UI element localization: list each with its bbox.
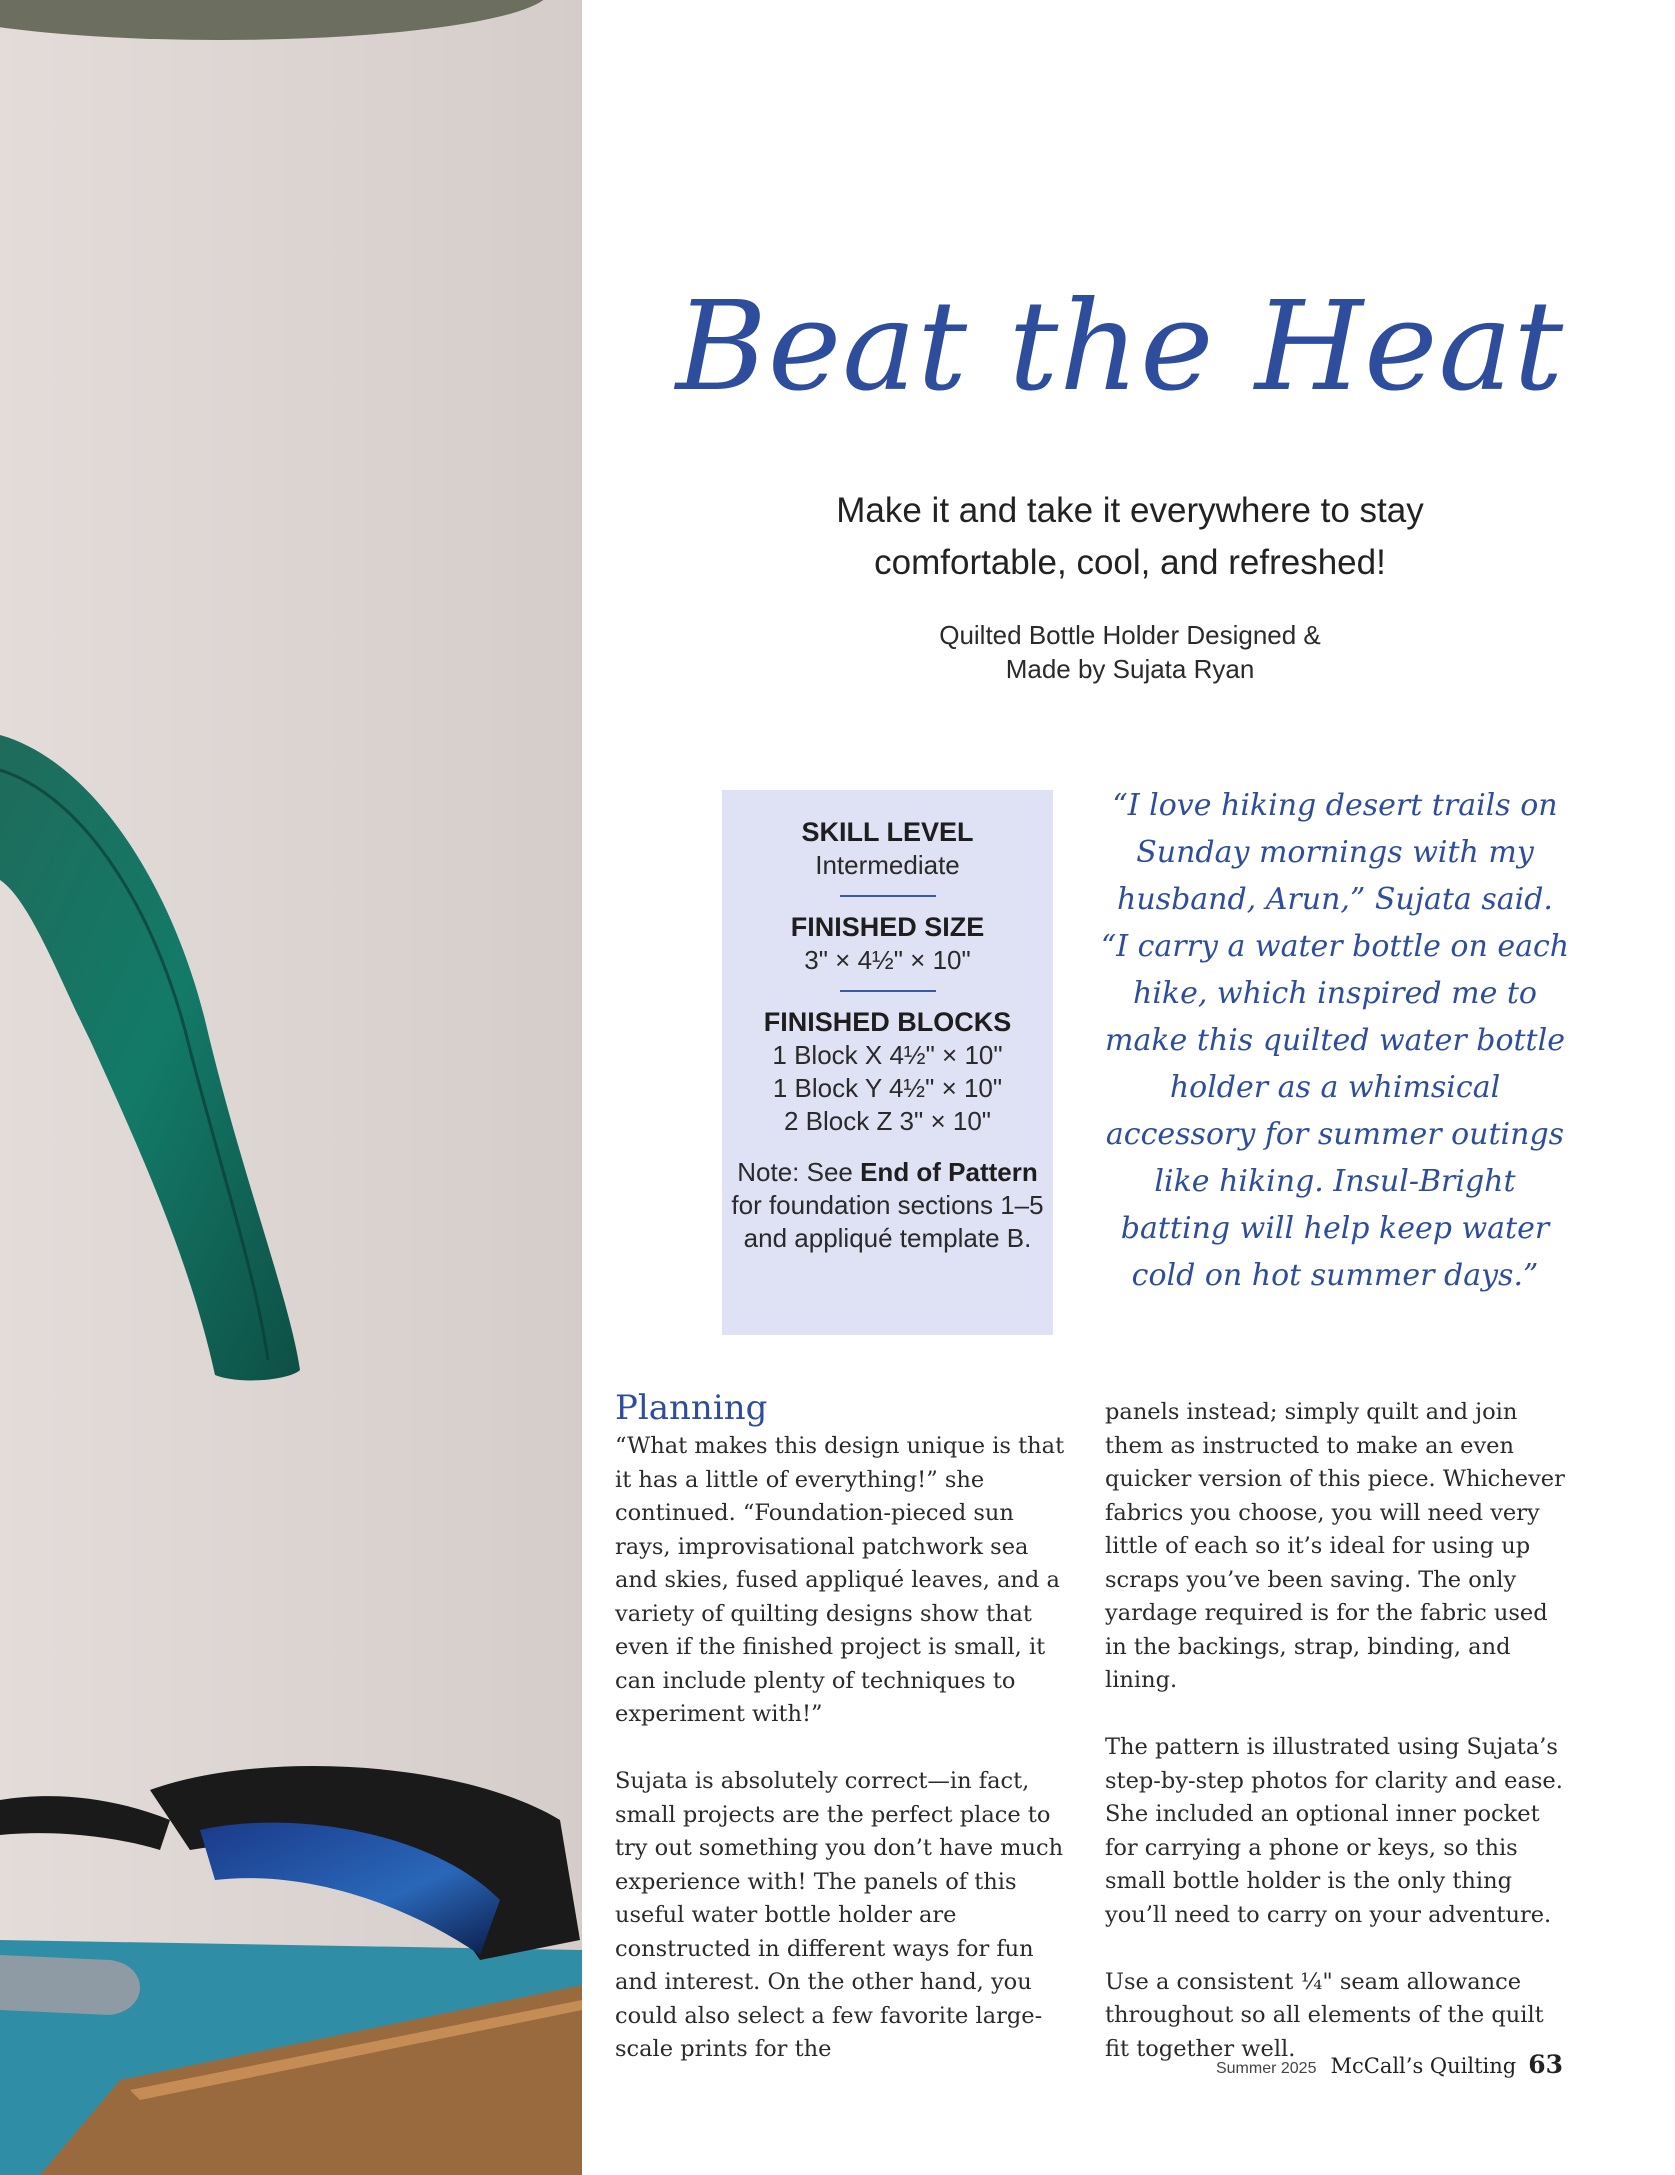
phone xyxy=(0,1955,140,2015)
article-title: Beat the Heat xyxy=(675,275,1565,419)
body-paragraph: panels instead; simply quilt and join them as instructed to make an even quicker version of this piece. Whichever fabrics you choose, you will need very little of each so it’s ideal for using up scraps you’ve been saving. The only yardage required is for the fabric used in the backings, strap, binding, and lining. xyxy=(1105,1399,1565,1693)
pattern-note xyxy=(722,1156,1053,1255)
skill-level-heading: SKILL LEVEL xyxy=(801,817,974,847)
divider xyxy=(840,990,936,992)
block-x: 1 Block X 4½" × 10" xyxy=(772,1040,1003,1070)
designer-byline xyxy=(830,618,1430,686)
note-suffix: for foundation sections 1–5 and appliqué template B. xyxy=(731,1190,1044,1253)
body-paragraph: “What makes this design unique is that it has a little of everything!” she continued. “Foundation-pieced sun rays, improvisational patchwork sea and skies, fused appliqué leaves, and a variety of quilting designs show that even if the finished project is small, it can include plenty of techniques to experiment with!” xyxy=(615,1433,1065,1727)
magazine-name: McCall’s Quilting xyxy=(1330,2054,1517,2078)
body-column-1 xyxy=(615,1388,1075,2067)
hero-photo xyxy=(0,0,582,2175)
byline-line-1: Quilted Bottle Holder Designed & xyxy=(939,620,1321,650)
finished-size-value: 3" × 4½" × 10" xyxy=(804,945,971,975)
subtitle-line-1: Make it and take it everywhere to stay xyxy=(836,491,1424,530)
divider xyxy=(840,895,936,897)
article-subtitle xyxy=(740,485,1520,589)
body-paragraph: Use a consistent ¼" seam allowance throughout so all elements of the quilt fit together well. xyxy=(1105,1968,1544,2062)
body-paragraph: Sujata is absolutely correct—in fact, small projects are the perfect place to try out something you don’t have much experience with! The panels of this useful water bottle holder are constructed in different ways for fun and interest. On the other hand, you could also select a few favorite large-scale prints for the xyxy=(615,1768,1064,2062)
finished-size-heading: FINISHED SIZE xyxy=(790,912,985,942)
skill-level-value: Intermediate xyxy=(815,850,960,880)
block-y: 1 Block Y 4½" × 10" xyxy=(772,1073,1003,1103)
green-strap xyxy=(0,735,300,1380)
finished-blocks-heading: FINISHED BLOCKS xyxy=(763,1007,1012,1037)
body-paragraph: The pattern is illustrated using Sujata’s step-by-step photos for clarity and ease. She included an optional inner pocket for carrying a phone or keys, so this small bottle holder is the only thing you’ll need to carry on your adventure. xyxy=(1105,1734,1563,1928)
skill-info-box xyxy=(722,790,1053,1335)
page-number: 63 xyxy=(1528,2050,1563,2079)
issue-label: Summer 2025 xyxy=(1215,2060,1317,2077)
photo-illustration xyxy=(0,0,582,2175)
body-column-2 xyxy=(1105,1396,1565,2066)
block-z: 2 Block Z 3" × 10" xyxy=(783,1106,992,1136)
bottle-rim xyxy=(0,0,550,40)
planning-heading: Planning xyxy=(615,1388,768,1428)
byline-line-2: Made by Sujata Ryan xyxy=(1005,654,1255,684)
subtitle-line-2: comfortable, cool, and refreshed! xyxy=(874,543,1386,582)
designer-quote: “I love hiking desert trails on Sunday mornings with my husband, Arun,” Sujata said. “I carry a water bottle on each hike, which inspired me to make this quilted water bottle holder as a whimsical accessory for summer outings like hiking. Insul-Bright batting will help keep water cold on hot summer days.” xyxy=(1100,788,1570,1293)
note-link-text: End of Pattern xyxy=(860,1157,1038,1187)
page-footer xyxy=(1216,2050,1563,2079)
note-prefix: Note: See xyxy=(737,1157,861,1187)
